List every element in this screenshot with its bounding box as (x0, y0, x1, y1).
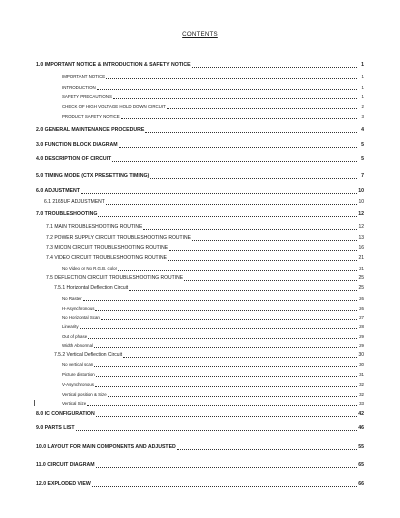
toc-entry-label: 1.0 IMPORTANT NOTICE & INTRODUCTION & SAFETY NOTICE (36, 62, 191, 68)
toc-entry-label: 7.0 TROUBLESHOOTING (36, 211, 98, 217)
toc-entry-label: Picture distortion (62, 372, 95, 377)
dot-leader (169, 246, 357, 251)
toc-entry-label: No Video or No R.G.B. color (62, 266, 118, 271)
dot-leader (177, 445, 357, 450)
toc-entry-label: 2.0 GENERAL MAINTENANCE PROCEDURE (36, 127, 145, 133)
toc-entry-page: 2 (361, 104, 364, 109)
toc-entry-page: 5 (361, 156, 364, 162)
dot-leader (192, 236, 357, 241)
toc-entry (36, 156, 364, 163)
toc-entry (36, 411, 364, 418)
dot-leader (143, 225, 357, 230)
toc-entry-page: 12 (358, 224, 364, 230)
toc-entry-page: 13 (358, 235, 364, 241)
toc-entry-label: Vertical position & Size (62, 392, 107, 397)
toc-entry-page: 21 (359, 266, 364, 271)
dot-leader (108, 392, 357, 397)
toc-entry (62, 361, 364, 368)
toc-entry-page: 32 (359, 392, 364, 397)
dot-leader (106, 200, 357, 205)
toc-entry (46, 224, 364, 231)
toc-entry (62, 400, 364, 407)
toc-entry-label: 7.5 DEFLECTION CIRCUIT TROUBLESHOOTING ROUTINE (46, 275, 184, 281)
toc-entry-label: PRODUCT SAFETY NOTICE (62, 114, 120, 119)
toc-entry-label: 9.0 PARTS LIST (36, 425, 75, 431)
page-title: CONTENTS (182, 31, 218, 38)
toc-entry-page: 46 (358, 425, 364, 431)
toc-entry-label: 11.0 CIRCUIT DIAGRAM (36, 462, 95, 468)
toc-entry-label: 5.0 TIMING MODE (CTX PRESETTING TIMING) (36, 173, 150, 179)
dot-leader (192, 63, 357, 68)
toc-entry-label: 3.0 FUNCTION BLOCK DIAGRAM (36, 142, 118, 148)
dot-leader (96, 372, 357, 377)
toc-entry (36, 211, 364, 218)
toc-entry-page: 26 (359, 296, 364, 301)
toc-entry (36, 62, 364, 69)
toc-entry-page: 25 (358, 285, 364, 291)
dot-leader (106, 74, 357, 79)
toc-entry (36, 444, 364, 451)
dot-leader (83, 296, 357, 301)
toc-entry-page: 42 (358, 411, 364, 417)
dot-leader (97, 85, 357, 90)
toc-entry-label: No Horizontal Scan (62, 315, 100, 320)
dot-leader (80, 324, 357, 329)
dot-leader (95, 382, 357, 387)
toc-entry-page: 55 (358, 444, 364, 450)
toc-entry (54, 285, 364, 292)
toc-entry-page: 29 (359, 334, 364, 339)
toc-entry-label: No vertical scan (62, 362, 94, 367)
toc-entry-page: 29 (359, 343, 364, 348)
toc-entry-page: 33 (359, 401, 364, 406)
toc-entry (62, 93, 364, 100)
toc-entry (62, 391, 364, 398)
toc-entry-page: 1 (361, 85, 364, 90)
dot-leader (123, 353, 357, 358)
toc-entry-label: INTRODUCTION (62, 85, 96, 90)
dot-leader (96, 412, 357, 417)
dot-leader (94, 362, 357, 367)
toc-entry-page: 7 (361, 173, 364, 179)
toc-entry (36, 425, 364, 432)
dot-leader (184, 276, 357, 281)
toc-entry (36, 481, 364, 488)
toc-entry-label: Width Abnormal (62, 343, 93, 348)
toc-entry-label: V-Asynchronous (62, 382, 94, 387)
toc-entry (46, 255, 364, 262)
toc-entry-label: 7.1 MAIN TROUBLESHOOTING ROUTINE (46, 224, 143, 230)
toc-entry (62, 333, 364, 340)
dot-leader (112, 157, 357, 162)
toc-entry (62, 323, 364, 330)
dot-leader (95, 306, 357, 311)
toc-entry (62, 84, 364, 91)
toc-entry (62, 314, 364, 321)
toc-entry-label: 7.3 MICON CIRCUIT TROUBLESHOOTING ROUTINE (46, 245, 169, 251)
toc-entry-page: 28 (359, 324, 364, 329)
toc-entry-page: 65 (358, 462, 364, 468)
toc-entry-page: 3 (361, 114, 364, 119)
toc-entry-page: 26 (359, 306, 364, 311)
toc-entry-label: H-Asynchronous (62, 306, 95, 311)
toc-entry-page: 27 (359, 315, 364, 320)
dot-leader (113, 94, 357, 99)
toc-entry (62, 73, 364, 80)
toc-entry (36, 173, 364, 180)
dot-leader (145, 128, 357, 133)
toc-entry-label: 12.0 EXPLODED VIEW (36, 481, 91, 487)
toc-entry-page: 10 (358, 199, 364, 205)
dot-leader (94, 343, 357, 348)
dot-leader (88, 334, 357, 339)
toc-entry (36, 142, 364, 149)
dot-leader (150, 174, 357, 179)
toc-entry (62, 342, 364, 349)
toc-entry (46, 235, 364, 242)
toc-entry-page: 4 (361, 127, 364, 133)
toc-entry (36, 127, 364, 134)
toc-entry-label: IMPORTANT NOTICE (62, 74, 106, 79)
toc-entry (62, 381, 364, 388)
toc-entry (62, 113, 364, 120)
toc-entry-page: 10 (358, 188, 364, 194)
dot-leader (92, 482, 357, 487)
toc-entry-page: 30 (359, 362, 364, 367)
toc-entry-label: CHECK OF HIGH VOLTAGE HOLD DOWN CIRCUIT (62, 104, 166, 109)
toc-entry-label: Vertical Size (62, 401, 87, 406)
toc-entry-page: 16 (358, 245, 364, 251)
toc-entry-label: 7.2 POWER SUPPLY CIRCUIT TROUBLESHOOTING ROUTINE (46, 235, 191, 241)
toc-entry (36, 188, 364, 195)
toc-entry (54, 352, 364, 359)
toc-entry-label: 7.5.1 Horizontal Deflection Circuit (54, 285, 129, 291)
dot-leader (168, 256, 357, 261)
toc-entry-label: 4.0 DESCRIPTION OF CIRCUIT (36, 156, 112, 162)
dot-leader (76, 426, 357, 431)
toc-entry-label: 6.0 ADJUSTMENT (36, 188, 80, 194)
dot-leader (87, 401, 357, 406)
toc-entry-page: 30 (358, 352, 364, 358)
toc-entry (62, 305, 364, 312)
toc-entry-page: 32 (359, 382, 364, 387)
toc-entry (36, 462, 364, 469)
toc-entry-label: No Raster (62, 296, 82, 301)
toc-entry (62, 371, 364, 378)
toc-entry-label: 7.4 VIDEO CIRCUIT TROUBLESHOOTING ROUTINE (46, 255, 167, 261)
toc-entry-label: SAFETY PRECAUTIONS (62, 94, 112, 99)
toc-entry-page: 5 (361, 142, 364, 148)
toc-entry-label: 7.5.2 Vertical Deflection Circuit (54, 352, 123, 358)
toc-entry-label: Out of phase (62, 334, 88, 339)
toc-entry-label: 6.1 2165UF ADJUSTMENT (44, 199, 105, 205)
dot-leader (129, 286, 357, 291)
toc-entry-page: 31 (359, 372, 364, 377)
toc-entry (44, 199, 364, 206)
toc-entry-label: Linearity (62, 324, 79, 329)
dot-leader (167, 104, 357, 109)
dot-leader (119, 143, 357, 148)
dot-leader (101, 315, 357, 320)
dot-leader (118, 266, 357, 271)
dot-leader (121, 114, 357, 119)
toc-entry-label: 8.0 IC CONFIGURATION (36, 411, 95, 417)
toc-entry-page: 1 (361, 74, 364, 79)
margin-mark (34, 400, 35, 406)
toc-entry (46, 245, 364, 252)
dot-leader (81, 189, 357, 194)
toc-entry-page: 1 (361, 62, 364, 68)
toc-entry (46, 275, 364, 282)
dot-leader (96, 463, 357, 468)
toc-entry (62, 265, 364, 272)
dot-leader (98, 212, 357, 217)
toc-entry-page: 21 (358, 255, 364, 261)
toc-entry-page: 66 (358, 481, 364, 487)
toc-entry (62, 103, 364, 110)
toc-entry (62, 295, 364, 302)
toc-entry-label: 10.0 LAYOUT FOR MAIN COMPONENTS AND ADJUSTED (36, 444, 176, 450)
toc-entry-page: 1 (361, 94, 364, 99)
toc-entry-page: 12 (358, 211, 364, 217)
toc-entry-page: 25 (358, 275, 364, 281)
